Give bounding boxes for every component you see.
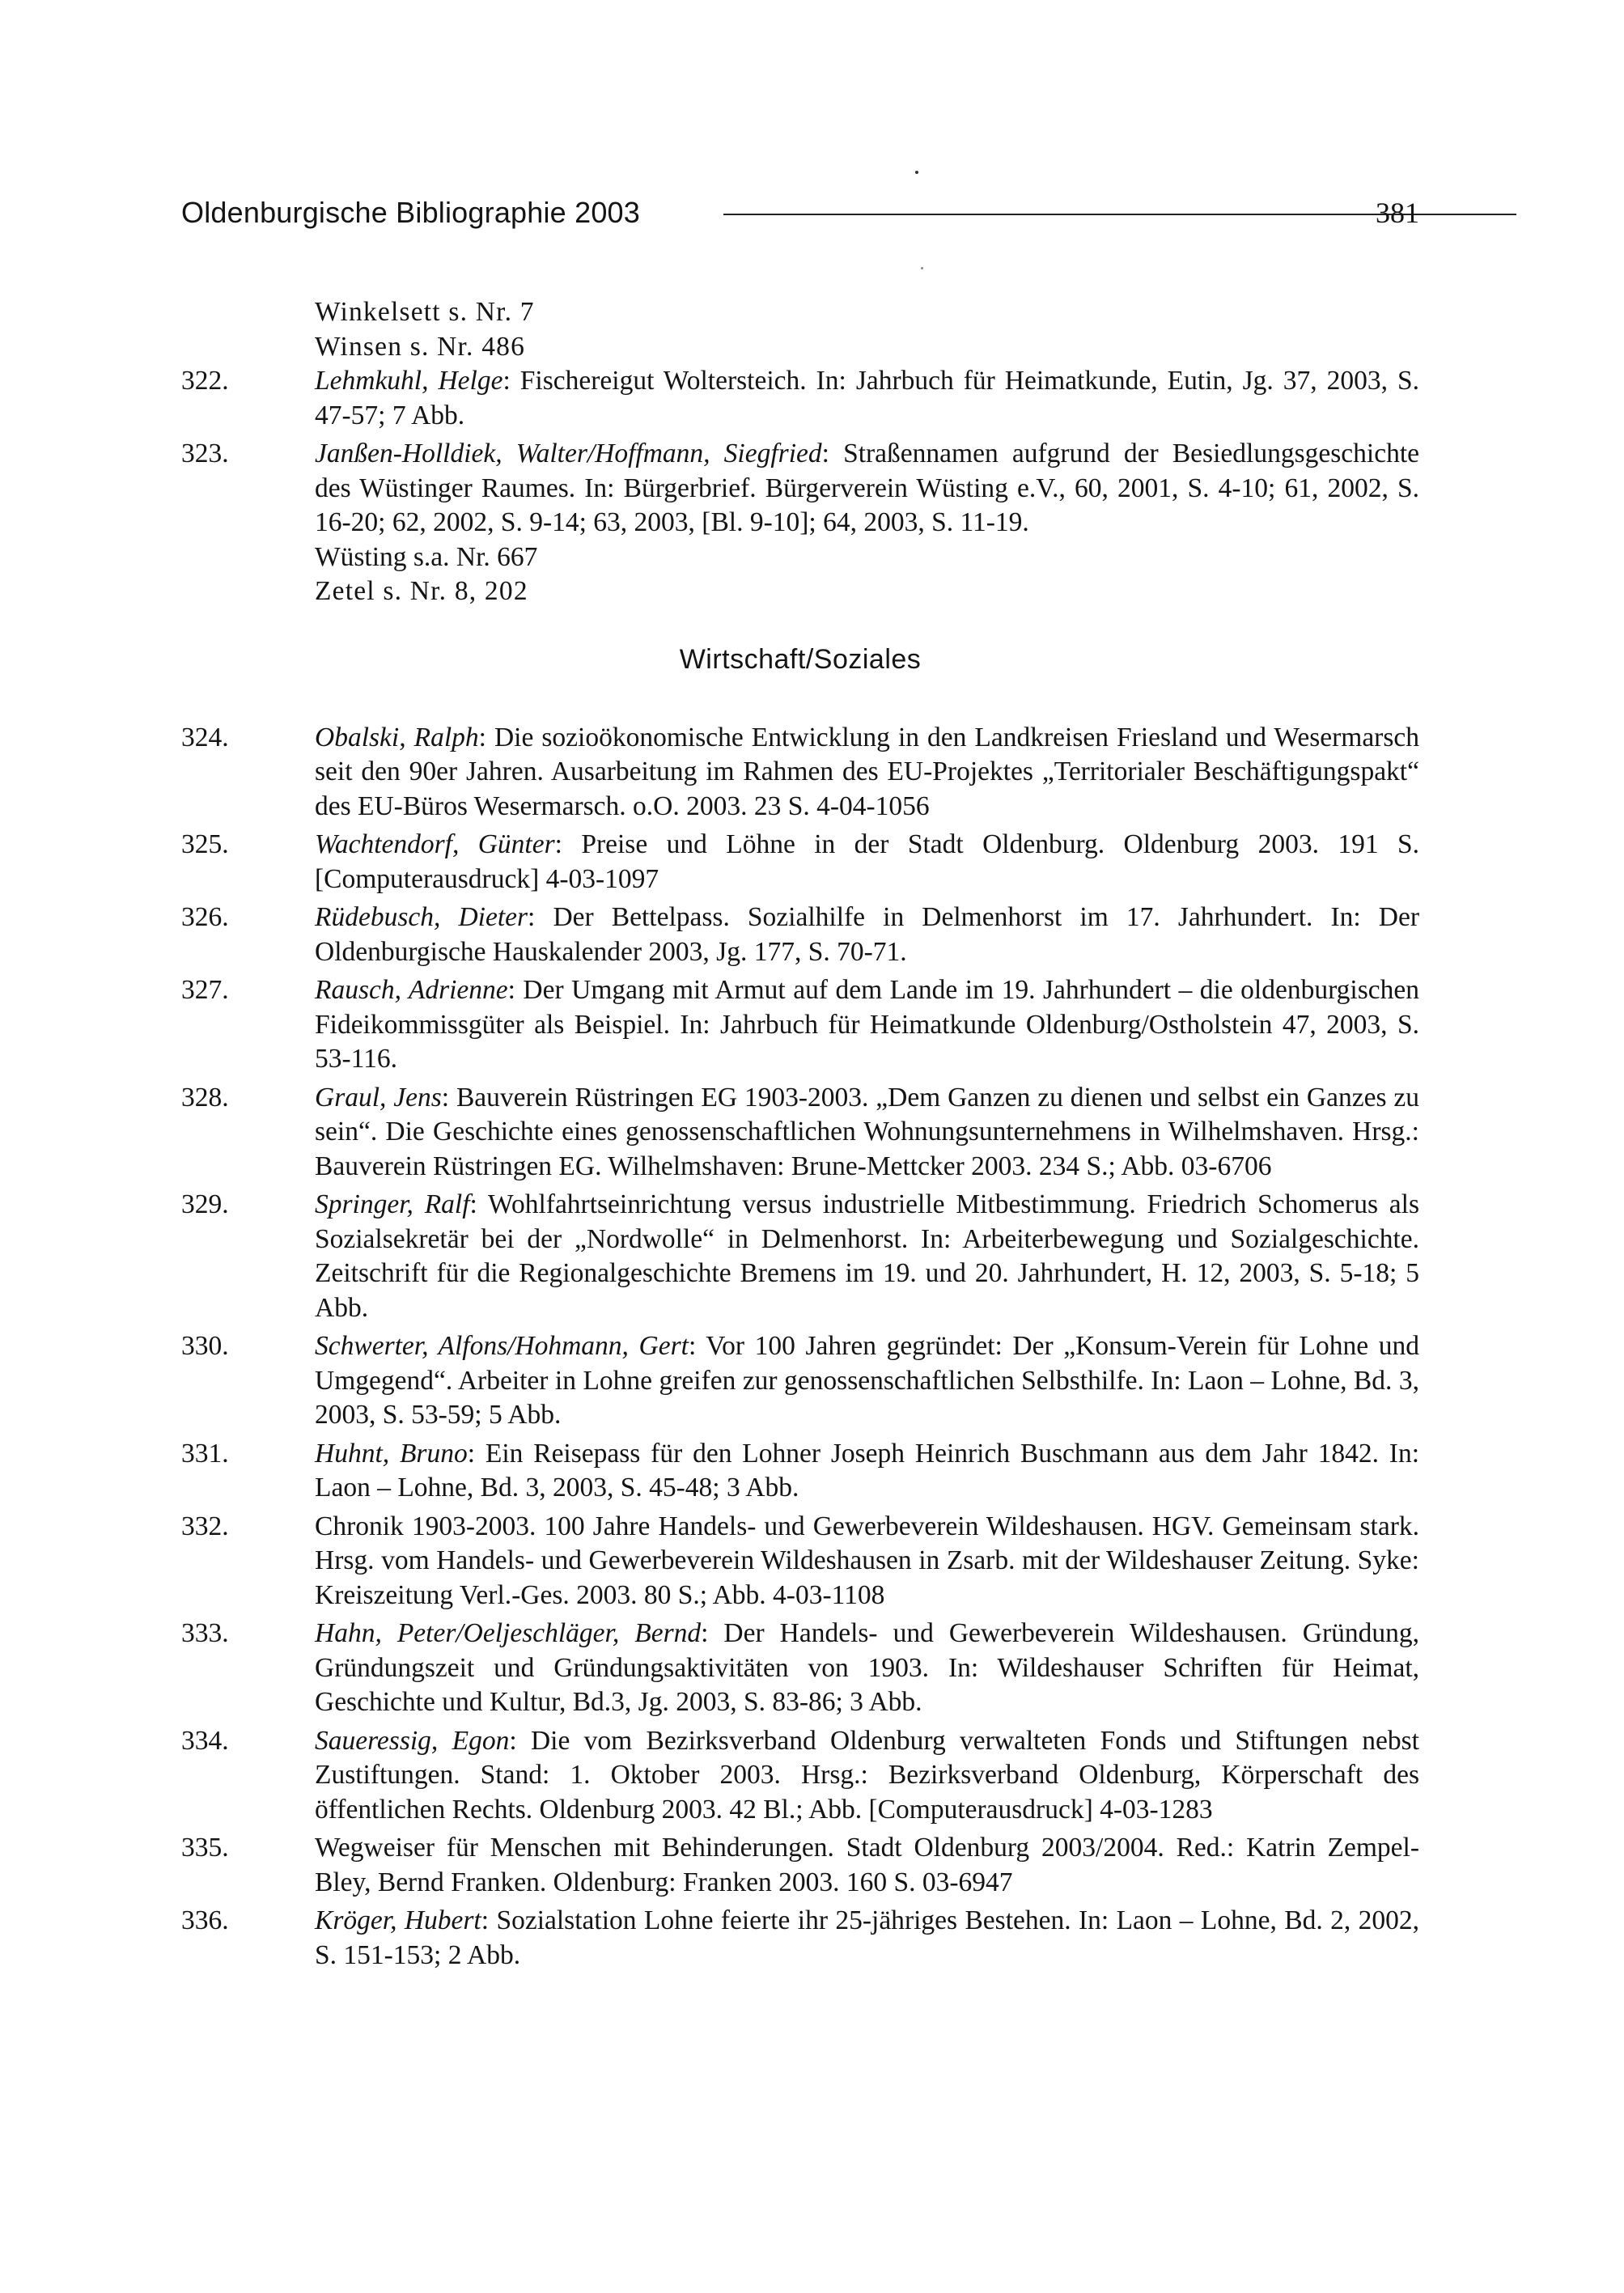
bibliography-entry [181, 901, 1419, 969]
bibliography-entry [181, 721, 1419, 824]
cross-reference [181, 330, 1419, 365]
header-title: Oldenburgische Bibliographie 2003 [181, 196, 640, 229]
entry-number: 327. [181, 975, 229, 1005]
entry-author: Rüdebusch, Dieter [315, 902, 528, 932]
entry-text: : Fischereigut Woltersteich. In: Jahrbuch für Heimatkunde, Eutin, Jg. 37, 2003, S. 47-57; 7 Abb. [315, 366, 1419, 430]
entry-number: 334. [181, 1725, 229, 1756]
entry-text: Wegweiser für Menschen mit Behinderungen. Stadt Oldenburg 2003/2004. Red.: Katrin Zempel-Bley, Bernd Franken. Oldenburg: Franken 2003. 160 S. 03-6947 [315, 1833, 1419, 1897]
entry-body [315, 1510, 1419, 1613]
entry-text: : Bauverein Rüstringen EG 1903-2003. „Dem Ganzen zu dienen und selbst ein Ganzes zu sein“. Die Geschichte eines genossenschaftlichen Wohnungsunternehmens in Wilhelmshaven. Hrsg.: Bauverein Rüstringen EG. Wilhelmshaven: Brune-Mettcker 2003. 234 S.; Abb. 03-6706 [315, 1082, 1419, 1181]
entry-number: 328. [181, 1082, 229, 1113]
entry-author: Graul, Jens [315, 1082, 442, 1113]
cross-reference [181, 540, 1419, 575]
entry-body [315, 1724, 1419, 1828]
bibliography-entry [181, 1724, 1419, 1828]
entry-number: 325. [181, 829, 229, 859]
entry-author: Saueressig, Egon [315, 1725, 510, 1756]
entry-text: : Sozialstation Lohne feierte ihr 25-jähriges Bestehen. In: Laon – Lohne, Bd. 2, 2002, S. 151-153; 2 Abb. [315, 1905, 1420, 1970]
entry-body [315, 1617, 1419, 1720]
entry-body [315, 1329, 1419, 1433]
bibliography-entry [181, 1904, 1419, 1973]
entry-number: 336. [181, 1905, 229, 1935]
bibliography-entry [181, 437, 1419, 540]
entry-text: : Ein Reisepass für den Lohner Joseph Heinrich Buschmann aus dem Jahr 1842. In: Laon – Lohne, Bd. 3, 2003, S. 45-48; 3 Abb. [315, 1438, 1420, 1503]
entry-number: 323. [181, 439, 229, 468]
entry-author: Wachtendorf, Günter [315, 829, 555, 859]
entry-text: : Die sozioökonomische Entwicklung in den Landkreisen Friesland und Wesermarsch seit den 90er Jahren. Ausarbeitung im Rahmen des EU-Projektes „Territorialer Beschäftigungspakt“ des EU-Büros Wesermarsch. o.O. 2003. 23 S. 4-04-1056 [315, 722, 1419, 821]
cross-reference [181, 574, 1419, 609]
entry-number: 332. [181, 1511, 229, 1541]
entry-author: Lehmkuhl, Helge [315, 366, 503, 396]
bibliography-entry [181, 828, 1419, 896]
entry-author: Schwerter, Alfons/Hohmann, Gert [315, 1331, 689, 1361]
cross-reference [181, 295, 1419, 330]
entry-author: Hahn, Peter/Oeljeschläger, Bernd [315, 1618, 702, 1648]
entry-number: 322. [181, 366, 229, 396]
entry-author: Obalski, Ralph [315, 722, 479, 752]
entry-text: Chronik 1903-2003. 100 Jahre Handels- und Gewerbeverein Wildeshausen. HGV. Gemeinsam stark. Hrsg. vom Handels- und Gewerbeverein Wildeshausen in Zsarb. mit der Wildeshauser Zeitung. Syke: Kreiszeitung Verl.-Ges. 2003. 80 S.; Abb. 4-03-1108 [315, 1511, 1419, 1610]
section-heading: Wirtschaft/Soziales [679, 643, 922, 675]
entry-number: 326. [181, 902, 229, 932]
entry-text: : Der Umgang mit Armut auf dem Lande im 19. Jahrhundert – die oldenburgischen Fideikommissgüter als Beispiel. In: Jahrbuch für Heimatkunde Oldenburg/Ostholstein 47, 2003, S. 53-116. [315, 975, 1419, 1074]
bibliography-entry [181, 1437, 1419, 1506]
cross-reference-text: Wüsting s.a. Nr. 667 [315, 541, 538, 572]
bibliography-entry [181, 364, 1419, 433]
entry-number: 331. [181, 1438, 229, 1469]
entry-body [315, 1188, 1419, 1325]
bibliography-entry [181, 973, 1419, 1077]
bibliography-entry [181, 1329, 1419, 1433]
scan-speck [915, 171, 918, 174]
cross-reference-text: Winsen s. Nr. 486 [315, 331, 526, 362]
bibliography-list [181, 295, 1419, 1977]
entry-text: : Vor 100 Jahren gegründet: Der „Konsum-Verein für Lohne und Umgegend“. Arbeiter in Lohne greifen zur genossenschaftlichen Selbsthilfe. In: Laon – Lohne, Bd. 3, 2003, S. 53-59; 5 Abb. [315, 1331, 1419, 1430]
entry-body [315, 1081, 1419, 1185]
bibliography-entry [181, 1081, 1419, 1185]
entry-text: : Die vom Bezirksverband Oldenburg verwalteten Fonds und Stiftungen nebst Zustiftungen. Stand: 1. Oktober 2003. Hrsg.: Bezirksverband Oldenburg, Körperschaft des öffentlichen Rechts. Oldenburg 2003. 42 Bl.; Abb. [Computerausdruck] 4-03-1283 [315, 1725, 1419, 1825]
entry-author: Springer, Ralf [315, 1189, 470, 1219]
entry-body [315, 364, 1419, 433]
entry-body [315, 1831, 1419, 1900]
entry-text: : Der Bettelpass. Sozialhilfe in Delmenhorst im 17. Jahrhundert. In: Der Oldenburgische Hauskalender 2003, Jg. 177, S. 70-71. [315, 902, 1419, 967]
bibliography-entry [181, 1188, 1419, 1325]
entry-body [315, 1904, 1419, 1973]
entry-number: 335. [181, 1833, 229, 1863]
entry-body [315, 828, 1419, 896]
bibliography-entry [181, 1510, 1419, 1613]
entry-number: 333. [181, 1618, 229, 1648]
page-number: 381 [1376, 197, 1419, 229]
entry-author: Huhnt, Bruno [315, 1438, 468, 1469]
entry-body [315, 901, 1419, 969]
entry-author: Kröger, Hubert [315, 1905, 481, 1935]
entry-text: : Straßennamen aufgrund der Besiedlungsgeschichte des Wüstinger Raumes. In: Bürgerbrief. Bürgerverein Wüsting e.V., 60, 2001, S. 4-10; 61, 2002, S. 16-20; 62, 2002, S. 9-14; 63, 2003, [Bl. 9-10]; 64, 2003, S. 11-19. [315, 439, 1419, 537]
entry-text: : Wohlfahrtseinrichtung versus industrielle Mitbestimmung. Friedrich Schomerus als Sozialsekretär bei der „Nordwolle“ in Delmenhorst. In: Arbeiterbewegung und Sozialgeschichte. Zeitschrift für die Regionalgeschichte Bremens im 19. und 20. Jahrhundert, H. 12, 2003, S. 5-18; 5 Abb. [315, 1189, 1419, 1323]
entry-number: 330. [181, 1331, 229, 1361]
bibliography-entry [181, 1831, 1419, 1900]
bibliography-entry [181, 1617, 1419, 1720]
entry-number: 324. [181, 722, 229, 752]
scan-speck [921, 267, 923, 269]
cross-reference-text: Zetel s. Nr. 8, 202 [315, 576, 528, 606]
cross-reference-text: Winkelsett s. Nr. 7 [315, 297, 535, 327]
entry-body [315, 721, 1419, 824]
entry-body [315, 437, 1419, 540]
entry-body [315, 1437, 1419, 1506]
entry-text: : Der Handels- und Gewerbeverein Wildeshausen. Gründung, Gründungszeit und Gründungsaktivitäten von 1903. In: Wildeshauser Schriften für Heimat, Geschichte und Kultur, Bd.3, Jg. 2003, S. 83-86; 3 Abb. [315, 1618, 1419, 1717]
entry-text: : Preise und Löhne in der Stadt Oldenburg. Oldenburg 2003. 191 S. [Computerausdruck] 4-03-1097 [315, 829, 1419, 894]
entry-author: Rausch, Adrienne [315, 975, 508, 1005]
entry-author: Janßen-Holldiek, Walter/Hoffmann, Siegfried [315, 439, 822, 468]
entry-number: 329. [181, 1189, 229, 1219]
entry-body [315, 973, 1419, 1077]
running-header [181, 193, 1419, 241]
